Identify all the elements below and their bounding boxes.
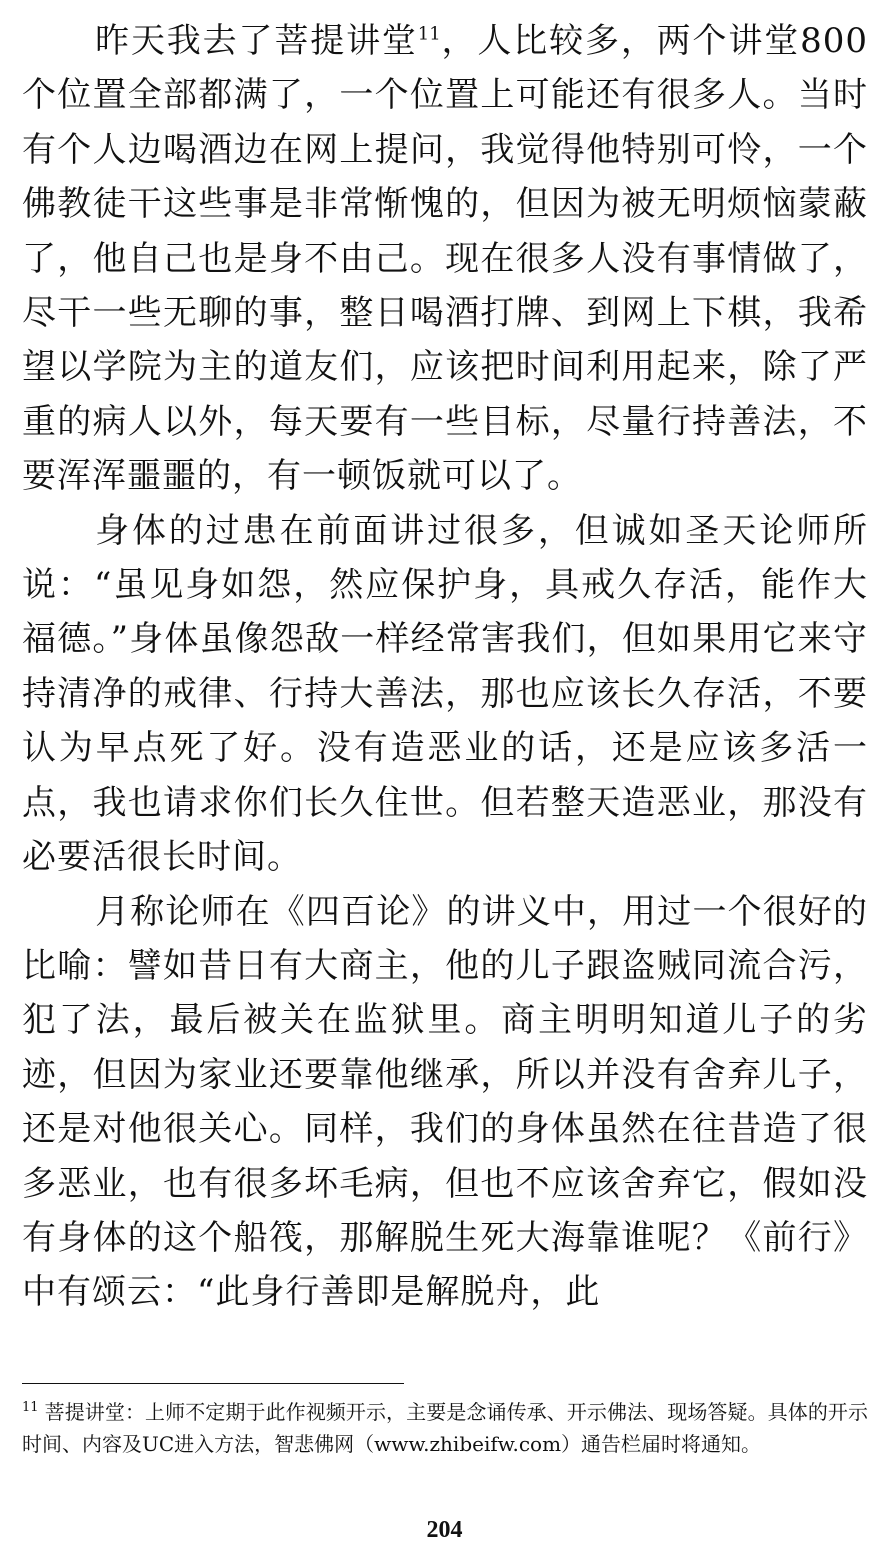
- footnote-mark: 11: [22, 1400, 39, 1416]
- paragraph-1-rest: ，人比较多，两个讲堂800个位置全部都满了，一个位置上可能还有很多人。当时有个人边喝酒边在网上提问，我觉得他特别可怜，一个佛教徒干这些事是非常惭愧的，但因为被无明烦恼蒙蔽了，他自己也是身不由己。现在很多人没有事情做了，尽干一些无聊的事，整日喝酒打牌、到网上下棋，我希望以学院为主的道友们，应该把时间利用起来，除了严重的病人以外，每天要有一些目标，尽量行持善法，不要浑浑噩噩的，有一顿饭就可以了。: [22, 21, 868, 497]
- paragraph-2: 身体的过患在前面讲过很多，但诚如圣天论师所说：“虽见身如怨，然应保护身，具戒久存活，能作大福德。”身体虽像怨敌一样经常害我们，但如果用它来守持清净的戒律、行持大善法，那也应该长久存活，不要认为早点死了好。没有造恶业的话，还是应该多活一点，我也请求你们长久住世。但若整天造恶业，那没有必要活很长时间。: [22, 510, 868, 878]
- footnote-divider: [22, 1383, 404, 1384]
- footnote: [22, 1396, 868, 1460]
- paragraph-1: [22, 14, 868, 504]
- footnote-reference[interactable]: 11: [417, 23, 441, 45]
- main-text: [22, 14, 868, 1320]
- paragraph-3: 月称论师在《四百论》的讲义中，用过一个很好的比喻：譬如昔日有大商主，他的儿子跟盗贼同流合污，犯了法，最后被关在监狱里。商主明明知道儿子的劣迹，但因为家业还要靠他继承，所以并没有舍弃儿子，还是对他很关心。同样，我们的身体虽然在往昔造了很多恶业，也有很多坏毛病，但也不应该舍弃它，假如没有身体的这个船筏，那解脱生死大海靠谁呢？《前行》中有颂云：“此身行善即是解脱舟，此: [22, 891, 868, 1313]
- paragraph-1-start: 昨天我去了菩提讲堂: [95, 21, 418, 61]
- footnote-text: 菩提讲堂：上师不定期于此作视频开示，主要是念诵传承、开示佛法、现场答疑。具体的开示时间、内容及UC进入方法，智悲佛网（www.zhibeifw.com）通告栏届时将通知。: [22, 1400, 868, 1456]
- page-number: 204: [426, 1517, 463, 1543]
